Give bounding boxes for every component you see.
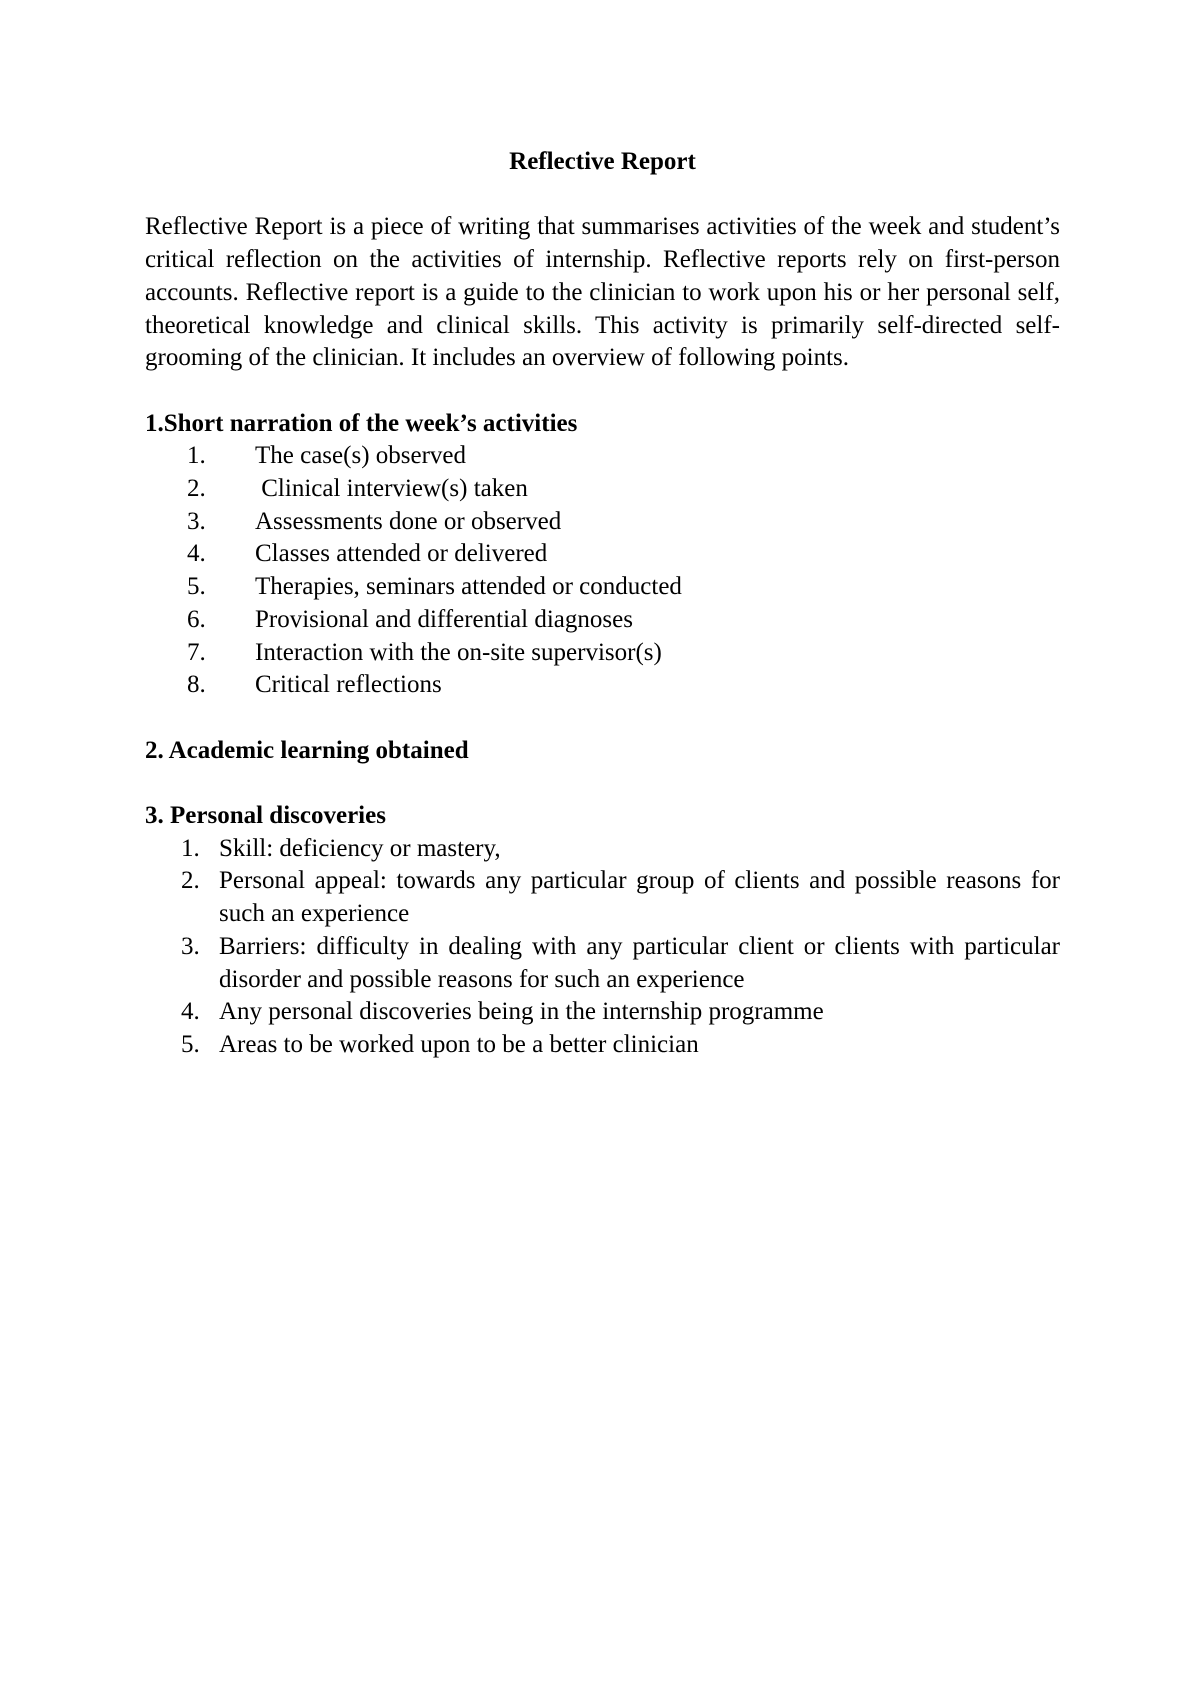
list-item-text: Interaction with the on-site supervisor(s)	[255, 638, 662, 666]
section-1-heading: 1.Short narration of the week’s activities	[145, 409, 578, 437]
list-item	[145, 669, 1060, 702]
list-item-text: Therapies, seminars attended or conducted	[255, 573, 682, 601]
list-item-text: Any personal discoveries being in the internship programme	[219, 998, 824, 1026]
list-item	[145, 440, 1060, 473]
list-item	[145, 865, 1060, 930]
list-item	[145, 1029, 1060, 1062]
intro-paragraph: Reflective Report is a piece of writing that summarises activities of the week and student’s critical reflection on the activities of internship. Reflective reports rely on first-person accounts. Reflective report is a guide to the clinician to work upon his or her personal self, theoretical knowledge and clinical skills. This activity is primarily self-directed self-grooming of the clinician. It includes an overview of following points.	[145, 213, 1060, 372]
list-item-number: 1.	[181, 834, 200, 862]
list-item	[145, 571, 1060, 604]
section-1-list	[145, 440, 1060, 702]
list-item-number: 8.	[187, 671, 206, 699]
list-item-text: Critical reflections	[255, 671, 442, 699]
list-item	[145, 996, 1060, 1029]
list-item-text: Assessments done or observed	[255, 507, 562, 535]
list-item	[145, 931, 1060, 996]
list-item	[145, 473, 1060, 506]
list-item-number: 6.	[187, 605, 206, 633]
list-item-number: 3.	[187, 507, 206, 535]
list-item-text: Skill: deficiency or mastery,	[219, 834, 501, 862]
list-item	[145, 637, 1060, 670]
list-item-text: Classes attended or delivered	[255, 540, 548, 568]
list-item-number: 1.	[187, 442, 206, 470]
list-item	[145, 604, 1060, 637]
section-2-heading: 2. Academic learning obtained	[145, 736, 469, 764]
list-item-text: The case(s) observed	[255, 442, 467, 470]
list-item	[145, 538, 1060, 571]
list-item-number: 4.	[181, 998, 200, 1026]
list-item-text: Clinical interview(s) taken	[255, 475, 528, 502]
list-item	[145, 833, 1060, 866]
list-item-text: Provisional and differential diagnoses	[255, 605, 633, 633]
list-item-number: 3.	[181, 932, 200, 960]
section-3-list	[145, 833, 1060, 1062]
list-item-number: 5.	[187, 573, 206, 601]
list-item-number: 5.	[181, 1030, 200, 1058]
list-item	[145, 506, 1060, 539]
section-3-heading: 3. Personal discoveries	[145, 802, 386, 829]
list-item-text: Areas to be worked upon to be a better clinician	[219, 1030, 699, 1058]
list-item-text: Barriers: difficulty in dealing with any particular client or clients with particular disorder and possible reasons for such an experience	[219, 932, 1060, 993]
document-title: Reflective Report	[509, 148, 696, 175]
list-item-number: 2.	[187, 475, 206, 502]
list-item-number: 2.	[181, 867, 200, 895]
document-content	[145, 146, 1060, 1062]
list-item-number: 4.	[187, 540, 206, 568]
list-item-number: 7.	[187, 638, 206, 666]
list-item-text: Personal appeal: towards any particular group of clients and possible reasons for such an experience	[219, 867, 1060, 928]
